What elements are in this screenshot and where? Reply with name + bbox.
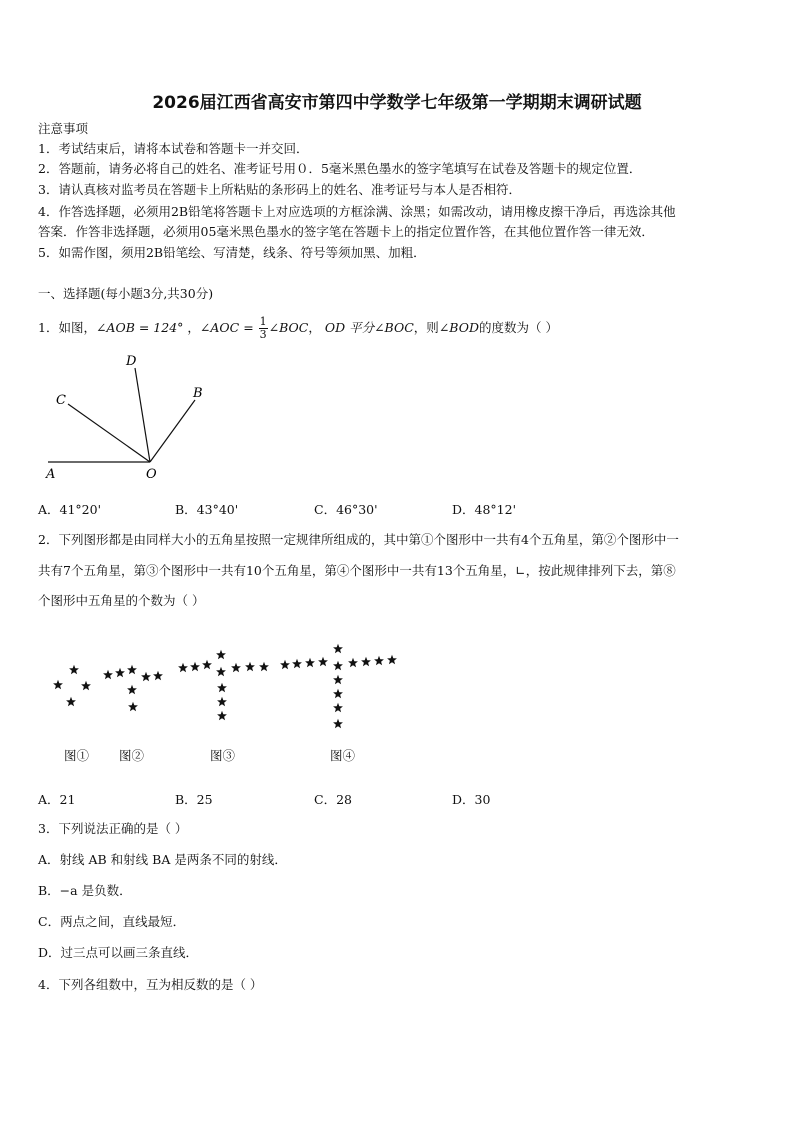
star-icon: [333, 689, 343, 698]
star-icon: [217, 711, 227, 720]
star-icon: [333, 703, 343, 712]
question-3-stem: 3．下列说法正确的是（ ）: [38, 821, 188, 836]
q2-option-d: D．30: [452, 792, 491, 807]
star-icon: [66, 697, 76, 706]
star-icon: [259, 662, 269, 671]
q3-option-a: A．射线 AB 和射线 BA 是两条不同的射线．: [38, 852, 287, 867]
star-icon: [348, 658, 358, 667]
question-1-stem: 1．如图，∠AOB = 124° ，∠AOC = $\frac{1}{3}$ ∠BOC， OD 平分∠BOC，则∠BOD的度数为（ ）: [38, 315, 558, 341]
q1-option-d: D．48°12': [452, 502, 517, 517]
fraction-one-third: $\frac{1}{3}$: [259, 315, 267, 341]
figure-label-2: 图②: [119, 748, 145, 763]
star-icon: [127, 665, 137, 674]
star-icon: [387, 655, 397, 664]
star-icon: [217, 697, 227, 706]
star-icon: [178, 663, 188, 672]
star-icon: [245, 662, 255, 671]
notice-heading: 注意事项: [38, 121, 89, 136]
star-icon: [216, 667, 226, 676]
q3-option-d: D．过三点可以画三条直线．: [38, 945, 199, 960]
star-icon: [69, 665, 79, 674]
figure-label-1: 图①: [64, 748, 90, 763]
star-icon: [231, 663, 241, 672]
star-icon: [202, 660, 212, 669]
star-icon: [153, 671, 163, 680]
star-icon: [361, 657, 371, 666]
notice-item-5: 5．如需作图，须用2B铅笔绘、写清楚，线条、符号等须加黑、加粗．: [38, 245, 426, 260]
star-icon: [333, 644, 343, 653]
notice-item-2: 2．答题前，请务必将自己的姓名、准考证号用０．5毫米黑色墨水的签字笔填写在试卷及答题卡的规定位置．: [38, 161, 642, 176]
q3-option-b: B．−a 是负数．: [38, 883, 132, 898]
angle-figure: [40, 348, 220, 483]
question-2-line-3: 个图形中五角星的个数为（ ）: [38, 593, 205, 608]
figure-label-4: 图④: [330, 748, 356, 763]
question-2-line-2: 共有7个五角星，第③个图形中一共有10个五角星，第④个图形中一共有13个五角星，∟，按此规律排列下去，第⑧: [38, 563, 676, 578]
q2-option-c: C．28: [314, 792, 352, 807]
star-icon: [333, 719, 343, 728]
label-b: B: [193, 386, 203, 401]
star-icon: [128, 702, 138, 711]
notice-item-1: 1．考试结束后，请将本试卷和答题卡一并交回．: [38, 141, 309, 156]
label-a: A: [46, 467, 56, 482]
star-icon: [305, 658, 315, 667]
q1-option-a: A．41°20': [38, 502, 102, 517]
q1-option-b: B．43°40': [175, 502, 239, 517]
star-icon: [280, 660, 290, 669]
ray-oc: [68, 404, 150, 462]
star-icon: [81, 681, 91, 690]
star-icon: [103, 670, 113, 679]
q2-option-b: B．25: [175, 792, 213, 807]
q1-option-c: C．46°30': [314, 502, 378, 517]
star-icon: [127, 685, 137, 694]
label-c: C: [56, 393, 66, 408]
star-icon: [141, 672, 151, 681]
page-title: 2026届江西省高安市第四中学数学七年级第一学期期末调研试题: [152, 93, 642, 113]
star-icon: [333, 675, 343, 684]
star-icon: [216, 650, 226, 659]
label-d: D: [126, 354, 137, 369]
label-o: O: [146, 467, 157, 482]
ray-od: [135, 368, 150, 462]
q3-option-c: C．两点之间，直线最短．: [38, 914, 186, 929]
notice-item-4: 4．作答选择题，必须用2B铅笔将答题卡上对应选项的方框涂满、涂黑；如需改动，请用橡皮擦干净后，再选涂其他: [38, 204, 676, 219]
q2-option-a: A．21: [38, 792, 76, 807]
figure-label-3: 图③: [210, 748, 236, 763]
star-icon: [53, 680, 63, 689]
star-icon: [217, 683, 227, 692]
star-icon: [333, 661, 343, 670]
notice-item-4-cont: 答案．作答非选择题，必须用05毫米黑色墨水的签字笔在答题卡上的指定位置作答，在其他位置作答一律无效．: [38, 224, 654, 239]
section-heading: 一、选择题(每小题3分,共30分): [38, 286, 214, 301]
question-4-stem: 4．下列各组数中，互为相反数的是（ ）: [38, 977, 263, 992]
star-icon: [292, 659, 302, 668]
star-icon: [318, 657, 328, 666]
ray-ob: [150, 400, 195, 462]
star-icon: [374, 656, 384, 665]
star-icon: [115, 668, 125, 677]
question-2-line-1: 2．下列图形都是由同样大小的五角星按照一定规律所组成的，其中第①个图形中一共有4个五角星，第②个图形中一: [38, 532, 679, 547]
notice-item-3: 3．请认真核对监考员在答题卡上所粘贴的条形码上的姓名、准考证号与本人是否相符．: [38, 182, 521, 197]
star-icon: [190, 662, 200, 671]
